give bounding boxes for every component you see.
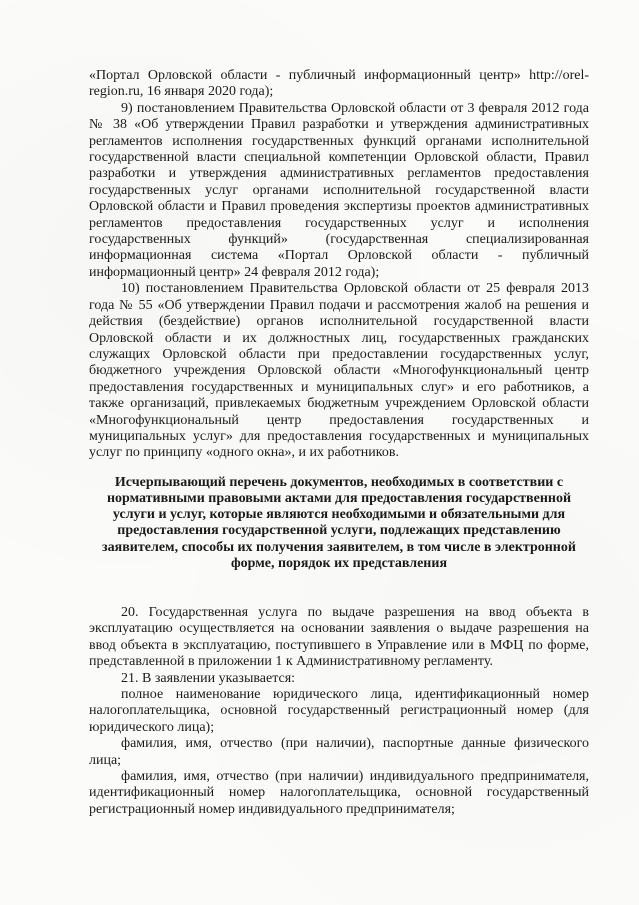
paragraph-portal-ref: «Портал Орловской области - публичный информационный центр» http://orel-region.ru, 16 января 2020 года);	[89, 68, 589, 100]
paragraph-legal-entity: полное наименование юридического лица, идентификационный номер налогоплательщика, основной государственный регистрационный номер (для юридического лица);	[89, 687, 589, 735]
paragraph-item-10: 10) постановлением Правительства Орловской области от 25 февраля 2013 года № 55 «Об утверждении Правил подачи и рассмотрения жалоб на решения и действия (бездействие) органов исполнительной государственной власти Орловской области и их должностных лиц, государственных гражданских служащих Орловской области при предоставлении государственных услуг, бюджетного учреждения Орловской области «Многофункциональный центр предоставления государственных и муниципальных слуг» и его работников, а также организаций, привлекаемых бюджетным учреждением Орловской области «Многофункциональный центр предоставления государственных и муниципальных услуг» для предоставления государственных и муниципальных услуг по принципу «одного окна», и их работников.	[89, 281, 589, 461]
document-body	[89, 68, 589, 818]
section-heading: Исчерпывающий перечень документов, необходимых в соответствии с нормативными правовыми актами для предоставления государственной услуги и услуг, которые являются необходимыми и обязательными для предоставления государственной услуги, подлежащих представлению заявителем, способы их получения заявителем, в том числе в электронной форме, порядок их представления	[102, 474, 576, 571]
paragraph-item-21: 21. В заявлении указывается:	[121, 670, 296, 686]
paragraph-item-20: 20. Государственная услуга по выдаче разрешения на ввод объекта в эксплуатацию осуществляется на основании заявления о выдаче разрешения на ввод объекта в эксплуатацию, поступившего в Управление или в МФЦ по форме, представленной в приложении 1 к Административному регламенту.	[89, 604, 589, 670]
spacer	[89, 572, 589, 605]
paragraph-individual: фамилия, имя, отчество (при наличии), паспортные данные физического лица;	[89, 736, 589, 768]
paragraph-entrepreneur: фамилия, имя, отчество (при наличии) индивидуального предпринимателя, идентификационный номер налогоплательщика, основной государственный регистрационный номер индивидуального предпринимателя;	[89, 769, 589, 817]
paragraph-item-9: 9) постановлением Правительства Орловской области от 3 февраля 2012 года № 38 «Об утверждении Правил разработки и утверждения административных регламентов исполнения государственных функций органами исполнительной государственной власти специальной компетенции Орловской области, Правил разработки и утверждения административных регламентов предоставления государственных услуг органами исполнительной государственной власти Орловской области и Правил проведения экспертизы проектов административных регламентов предоставления государственных услуг и исполнения государственных функций» (государственная специализированная информационная система «Портал Орловской области - публичный информационный центр» 24 февраля 2012 года);	[89, 100, 589, 280]
